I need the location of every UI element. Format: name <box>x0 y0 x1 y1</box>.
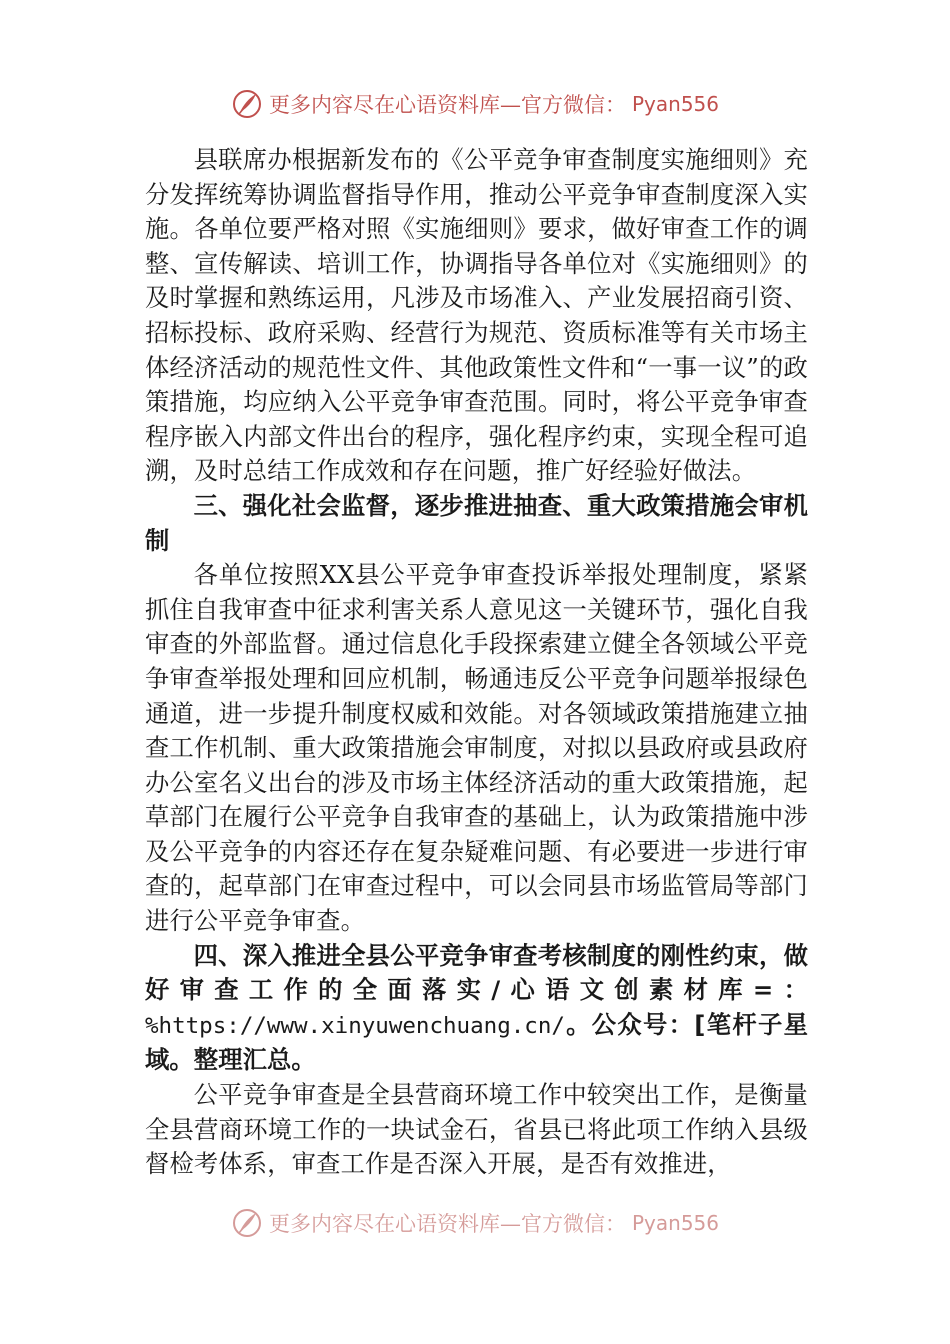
header-watermark <box>0 86 950 122</box>
footer-watermark <box>0 1208 950 1238</box>
section-heading-3: 三、强化社会监督，逐步推进抽查、重大政策措施会审机制 <box>145 490 808 555</box>
footer-watermark-wechat-id: Pyan556 <box>631 1211 719 1235</box>
paragraph-business-environment: 公平竞争审查是全县营商环境工作中较突出工作，是衡量全县营商环境工作的一块试金石，省县已将此项工作纳入县级督检考体系，审查工作是否深入开展，是否有效推进， <box>145 1080 808 1179</box>
watermark-wechat-id: Pyan556 <box>631 92 719 116</box>
paragraph-implementation: 县联席办根据新发布的《公平竞争审查制度实施细则》充分发挥统筹协调监督指导作用，推动公平竞争审查制度深入实施。各单位要严格对照《实施细则》要求，做好审查工作的调整、宣传解读、培训工作，协调指导各单位对《实施细则》的及时掌握和熟练运用，凡涉及市场准入、产业发展招商引资、招标投标、政府采购、经营行为规范、资质标准等有关市场主体经济活动的规范性文件、其他政策性文件和“一事一议”的政策措施，均应纳入公平竞争审查范围。同时，将公平竞争审查程序嵌入内部文件出台的程序，强化程序约束，实现全程可追溯，及时总结工作成效和存在问题，推广好经验好做法。 <box>145 145 808 486</box>
feather-pen-logo-icon <box>231 88 263 120</box>
document-body <box>145 143 808 1182</box>
feather-pen-logo-icon <box>231 1207 263 1239</box>
paragraph-social-supervision: 各单位按照XX县公平竞争审查投诉举报处理制度，紧紧抓住自我审查中征求利害关系人意见这一关键环节，强化自我审查的外部监督。通过信息化手段探索建立健全各领域公平竞争审查举报处理和回应机制，畅通违反公平竞争问题举报绿色通道，进一步提升制度权威和效能。对各领域政策措施建立抽查工作机制、重大政策措施会审制度，对拟以县政府或县政府办公室名义出台的涉及市场主体经济活动的重大政策措施，起草部门在履行公平竞争自我审查的基础上，认为政策措施中涉及公平竞争的内容还存在复杂疑难问题、有必要进一步进行审查的，起草部门在审查过程中，可以会同县市场监管局等部门进行公平竞争审查。 <box>145 560 808 936</box>
section-heading-4-tail: 。公众号：[笔杆子星域。整理汇总。 <box>145 1009 808 1075</box>
section-heading-4 <box>145 939 808 1078</box>
source-url-link[interactable]: %https://www.xinyuwenchuang.cn/ <box>145 1012 565 1039</box>
section-heading-4-text: 四、深入推进全县公平竞争审查考核制度的刚性约束，做好审查工作的全面落实/心语文创素材库=： <box>145 940 808 1005</box>
watermark-text: 更多内容尽在心语资料库—官方微信： <box>268 93 626 117</box>
footer-watermark-text: 更多内容尽在心语资料库—官方微信： <box>268 1212 626 1236</box>
